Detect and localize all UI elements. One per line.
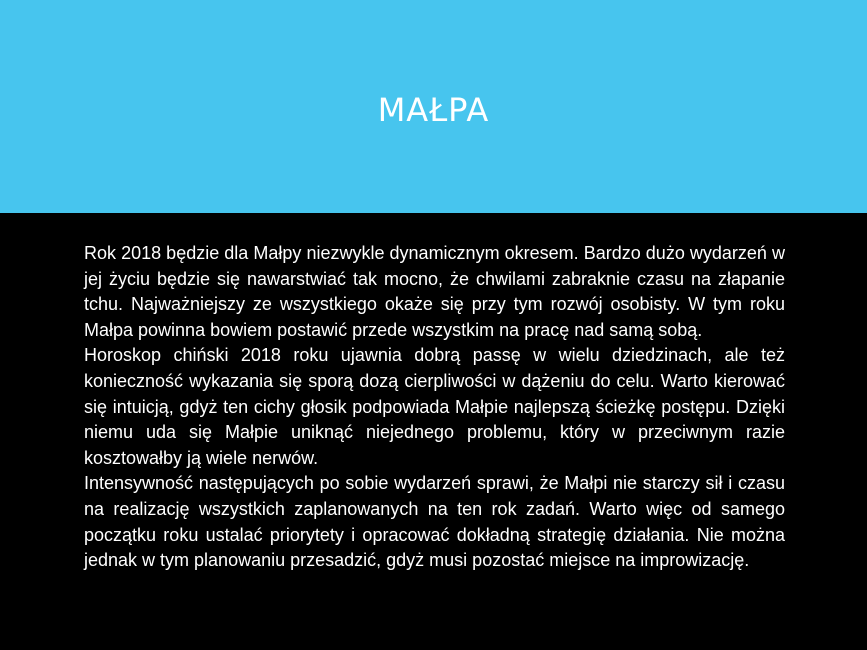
body-paragraph: Horoskop chiński 2018 roku ujawnia dobrą passę w wielu dziedzinach, ale też konieczność wykazania się sporą dozą cierpliwości w dążeniu do celu. Warto kierować się intuicją, gdyż ten cichy głosik podpowiada Małpie najlepszą ścieżkę postępu. Dzięki niemu uda się Małpie uniknąć niejednego problemu, który w przeciwnym razie kosztowałby ją wiele nerwów. [84,345,785,468]
slide-title: MAŁPA [377,91,490,129]
body-paragraph: Intensywność następujących po sobie wydarzeń sprawi, że Małpi nie starczy sił i czasu na realizację wszystkich zaplanowanych na ten rok zadań. Warto więc od samego początku roku ustalać priorytety i opracować dokładną strategię działania. Nie można jednak w tym planowaniu przesadzić, gdyż musi pozostać miejsce na improwizację. [84,473,785,571]
slide-body [84,241,785,574]
title-banner [0,0,867,213]
body-paragraph: Rok 2018 będzie dla Małpy niezwykle dynamicznym okresem. Bardzo dużo wydarzeń w jej życiu będzie się nawarstwiać tak mocno, że chwilami zabraknie czasu na złapanie tchu. Najważniejszy ze wszystkiego okaże się przy tym rozwój osobisty. W tym roku Małpa powinna bowiem postawić przede wszystkim na pracę nad samą sobą. [84,243,785,340]
